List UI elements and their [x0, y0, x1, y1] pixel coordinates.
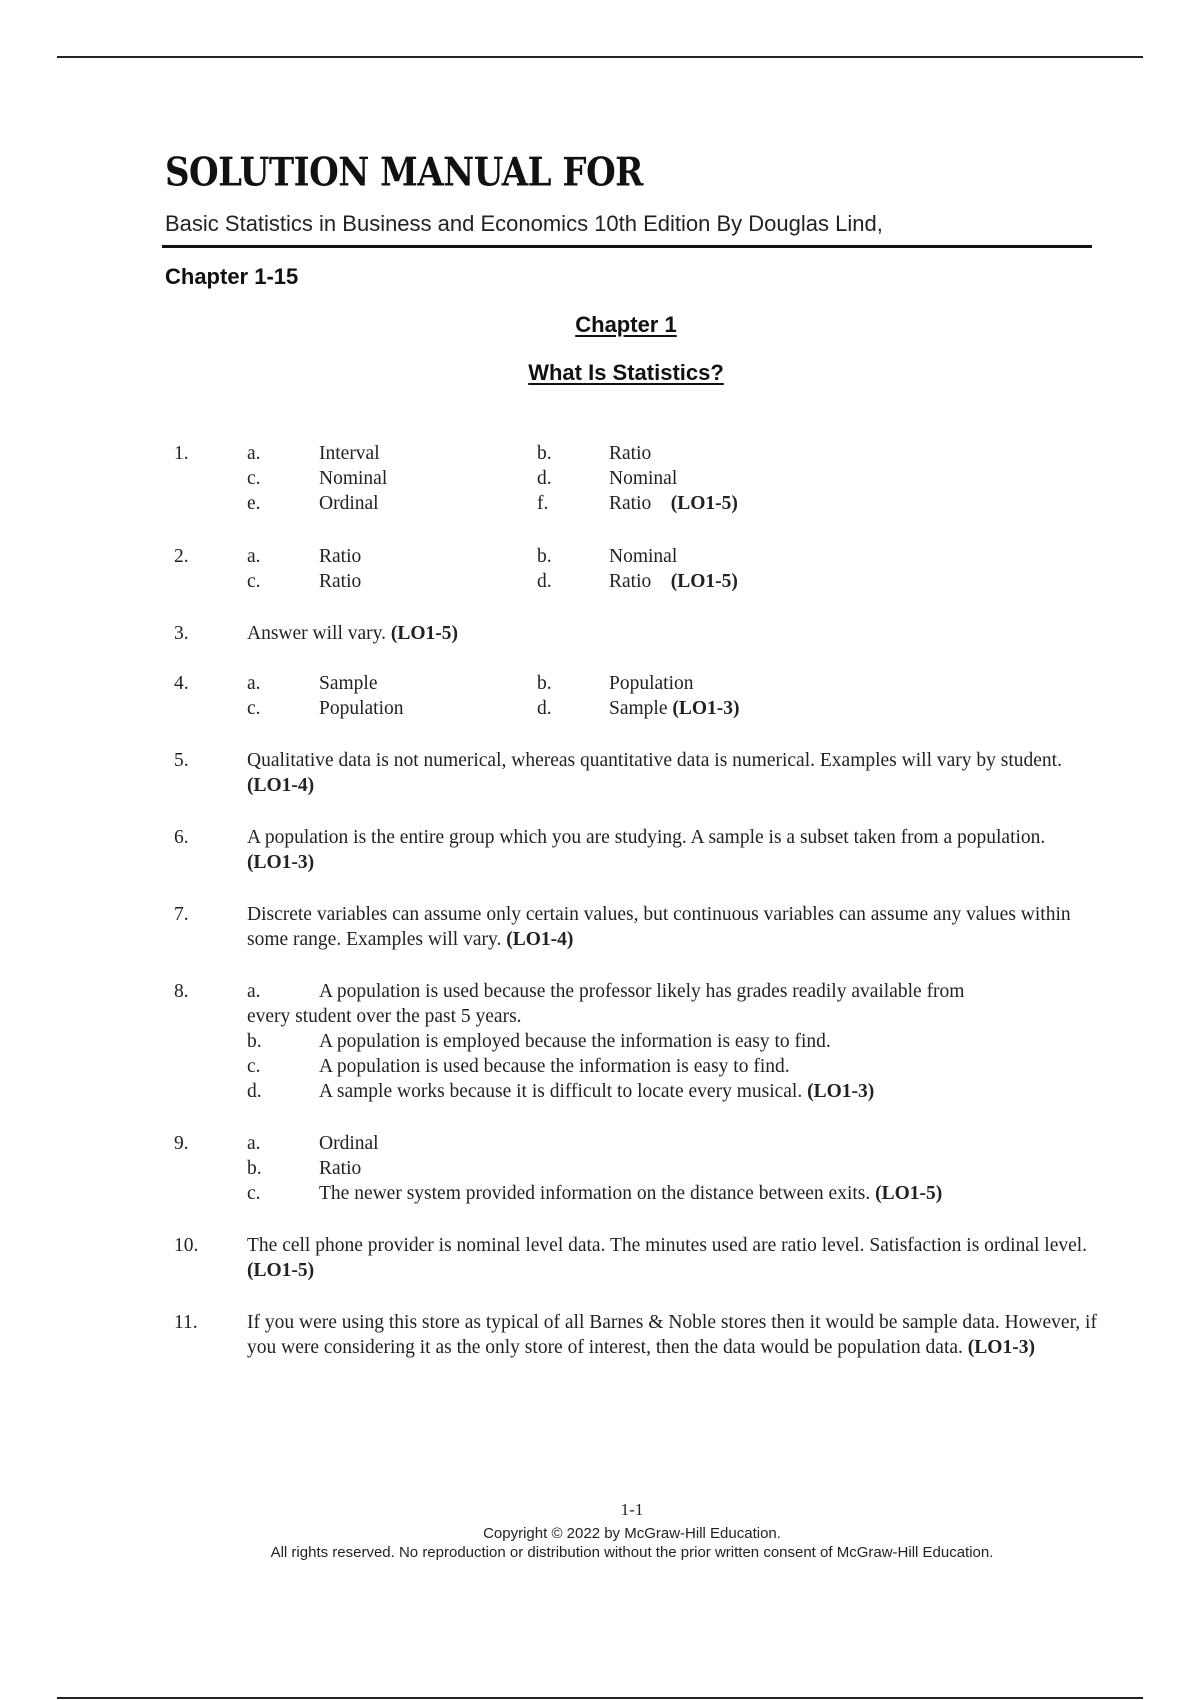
learning-objective: (LO1-5) — [875, 1183, 943, 1204]
item-letter: c. — [247, 468, 261, 489]
learning-objective: (LO1-5) — [247, 1260, 315, 1281]
item-answer: Nominal — [319, 468, 388, 489]
learning-objective: (LO1-5) — [670, 493, 738, 514]
item-answer: Population — [609, 673, 694, 694]
item-answer: Interval — [319, 443, 380, 464]
question-number: 1. — [174, 443, 189, 464]
question-number: 3. — [174, 623, 189, 644]
question-number: 10. — [174, 1235, 199, 1256]
item-letter: a. — [247, 1133, 261, 1154]
chapter-range: Chapter 1-15 — [165, 264, 299, 289]
item-letter: b. — [537, 443, 552, 464]
item-letter: a. — [247, 981, 261, 1002]
learning-objective: (LO1-3) — [807, 1081, 875, 1102]
item-answer: A sample works because it is difficult to locate every musical. — [319, 1081, 803, 1102]
item-letter: c. — [247, 698, 261, 719]
learning-objective: (LO1-5) — [390, 623, 459, 644]
chapter-heading: Chapter 1 — [575, 312, 677, 337]
item-letter: f. — [537, 493, 549, 514]
answer-text: The cell phone provider is nominal level data. The minutes used are ratio level. Satisfaction is ordinal level. — [247, 1235, 1088, 1256]
item-letter: a. — [247, 546, 261, 567]
item-letter: a. — [247, 673, 261, 694]
item-letter: d. — [537, 698, 552, 719]
learning-objective: (LO1-4) — [506, 929, 574, 950]
item-answer: Ratio — [319, 546, 362, 567]
item-letter: b. — [247, 1031, 262, 1052]
learning-objective: (LO1-3) — [247, 852, 315, 873]
learning-objective: (LO1-5) — [670, 571, 738, 592]
learning-objective: (LO1-3) — [967, 1337, 1035, 1358]
top-rule — [57, 56, 1143, 58]
item-letter: c. — [247, 1183, 261, 1204]
question-number: 2. — [174, 546, 189, 567]
item-letter: b. — [537, 673, 552, 694]
item-answer: Ratio — [609, 493, 652, 514]
item-letter: d. — [537, 571, 552, 592]
item-answer: Ratio — [609, 443, 652, 464]
item-letter: b. — [537, 546, 552, 567]
book-subtitle: Basic Statistics in Business and Economics 10th Edition By Douglas Lind, — [165, 211, 883, 236]
item-answer: A population is employed because the information is easy to find. — [319, 1031, 831, 1052]
item-answer: Ordinal — [319, 493, 379, 514]
item-answer: Ordinal — [319, 1133, 379, 1154]
question-number: 11. — [174, 1312, 198, 1333]
learning-objective: (LO1-4) — [247, 775, 315, 796]
item-letter: c. — [247, 1056, 261, 1077]
item-answer: Ratio — [609, 571, 652, 592]
item-letter: a. — [247, 443, 261, 464]
answer-text: Discrete variables can assume only certain values, but continuous variables can assume any values within some range. Examples will vary. — [247, 904, 1071, 950]
item-answer: Population — [319, 698, 404, 719]
question-number: 8. — [174, 981, 189, 1002]
question-number: 9. — [174, 1133, 189, 1154]
answer-text: A population is the entire group which you are studying. A sample is a subset taken from a population. — [247, 827, 1046, 848]
item-answer: Ratio — [319, 571, 362, 592]
learning-objective: (LO1-3) — [672, 698, 740, 719]
item-letter: b. — [247, 1158, 262, 1179]
item-answer: A population is used because the information is easy to find. — [319, 1056, 790, 1077]
answer-text: If you were using this store as typical of all Barnes & Noble stores then it would be sample data. However, if you were considering it as the only store of interest, then the data would be population data. — [247, 1312, 1097, 1358]
copyright-line: Copyright © 2022 by McGraw-Hill Education. — [483, 1525, 781, 1542]
item-answer: Nominal — [609, 546, 678, 567]
question-number: 7. — [174, 904, 189, 925]
answer-text: Qualitative data is not numerical, whereas quantitative data is numerical. Examples will vary by student. — [247, 750, 1062, 771]
item-answer: Ratio — [319, 1158, 362, 1179]
item-answer: Sample — [319, 673, 378, 694]
question-number: 5. — [174, 750, 189, 771]
manual-title: SOLUTION MANUAL FOR — [165, 150, 643, 196]
item-answer: The newer system provided information on the distance between exits. — [319, 1183, 871, 1204]
item-answer: Nominal — [609, 468, 678, 489]
question-number: 6. — [174, 827, 189, 848]
bottom-rule — [57, 1697, 1143, 1699]
item-letter: d. — [537, 468, 552, 489]
page-number: 1-1 — [620, 1500, 644, 1519]
item-letter: c. — [247, 571, 261, 592]
rights-line: All rights reserved. No reproduction or distribution without the prior written consent of McGraw-Hill Education. — [270, 1544, 994, 1561]
answer-text: Answer will vary. — [247, 623, 386, 644]
item-letter: e. — [247, 493, 261, 514]
item-answer: A population is used because the professor likely has grades readily available from — [319, 981, 965, 1002]
subtitle-rule — [162, 245, 1092, 248]
item-answer: Sample — [609, 698, 668, 719]
chapter-title: What Is Statistics? — [528, 360, 724, 385]
item-letter: d. — [247, 1081, 262, 1102]
item-answer-continued: every student over the past 5 years. — [247, 1006, 522, 1027]
question-number: 4. — [174, 673, 189, 694]
